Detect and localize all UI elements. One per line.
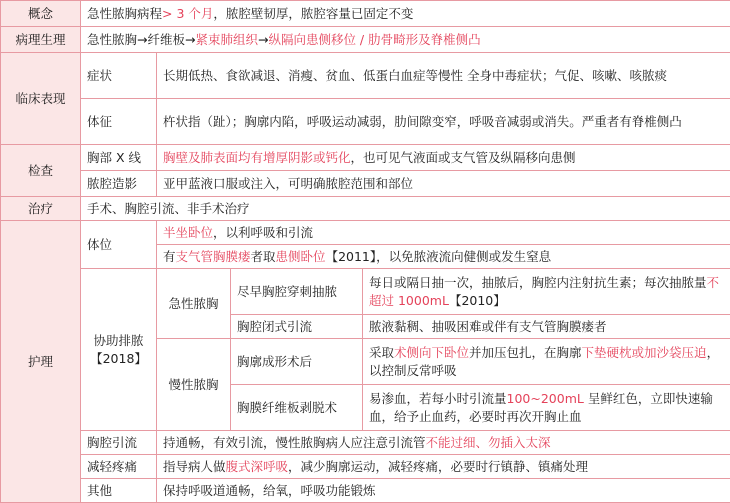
- concept-duration: > 3 个月: [162, 6, 213, 21]
- drainage-cell: [81, 269, 157, 431]
- closed-text: 脓液黏稠、抽吸困难或伴有支气管胸膜瘘者: [363, 315, 730, 339]
- thoraco-text-1: 采取: [369, 345, 394, 360]
- symptoms-text: 长期低热、食欲减退、消瘦、贫血、低蛋白血症等慢性 全身中毒症状；气促、咳嗽、咳脓痰: [157, 53, 730, 99]
- drainage-year: 【2018】: [87, 350, 150, 368]
- signs-label: 体征: [81, 99, 157, 145]
- pos2-text-1: 有: [163, 249, 176, 264]
- concept-label: 概念: [1, 1, 81, 27]
- row-puncture: [1, 269, 730, 315]
- pathophys-text-2: 紧束肺组织: [195, 32, 258, 47]
- pathophys-label: 病理生理: [1, 27, 81, 53]
- other-text: 保持呼吸道通畅，给氧，呼吸功能锻炼: [157, 479, 730, 503]
- thoraco-text-3: 并加压包扎，在胸廓: [469, 345, 582, 360]
- puncture-label: 尽早胸腔穿刺抽脓: [231, 269, 363, 315]
- pos1-text: ，以利呼吸和引流: [213, 225, 313, 240]
- row-other: [1, 479, 730, 503]
- treatment-label: 治疗: [1, 197, 81, 221]
- row-chest-drain: [1, 431, 730, 455]
- row-treatment: [1, 197, 730, 221]
- puncture-content: [363, 269, 730, 315]
- angio-text: 亚甲蓝液口服或注入，可明确脓腔范围和部位: [157, 171, 730, 197]
- concept-content: [81, 1, 730, 27]
- semi-recumbent: 半坐卧位: [163, 225, 213, 240]
- decort-volume: 100~200mL: [507, 391, 584, 406]
- chronic-label: 慢性脓胸: [157, 339, 231, 431]
- angio-label: 脓腔造影: [81, 171, 157, 197]
- row-pain: [1, 455, 730, 479]
- clinical-label: 临床表现: [1, 53, 81, 145]
- decort-text-1: 易渗血，若每小时引流量: [369, 391, 507, 406]
- row-angiography: [1, 171, 730, 197]
- closed-label: 胸腔闭式引流: [231, 315, 363, 339]
- pos2-text-3: 者取: [251, 249, 276, 264]
- signs-text: 杵状指（趾）；胸廓内陷，呼吸运动减弱，肋间隙变窄，呼吸音减弱或消失。严重者有脊椎侧凸: [157, 99, 730, 145]
- pain-text-1: 指导病人做: [163, 459, 226, 474]
- xray-text-1: 胸壁及肺表面均有增厚阴影或钙化: [163, 150, 351, 165]
- decort-label: 胸膜纤维板剥脱术: [231, 385, 363, 431]
- xray-text-2: ，也可见气液面或支气管及纵隔移向患侧: [351, 150, 576, 165]
- row-signs: [1, 99, 730, 145]
- xray-label: 胸部 X 线: [81, 145, 157, 171]
- pain-text-3: ，减少胸廓运动，减轻疼痛，必要时行镇静、镇痛处理: [288, 459, 588, 474]
- thoraco-position: 术侧向下卧位: [394, 345, 469, 360]
- chest-drain-warning: 不能过细、勿插入太深: [426, 435, 551, 450]
- puncture-year: 【2010】: [449, 293, 506, 308]
- concept-text-3: ，脓腔壁韧厚，脓腔容量已固定不变: [213, 6, 413, 21]
- puncture-limit: 不超过 1000mL: [369, 275, 719, 308]
- exam-label: 检查: [1, 145, 81, 197]
- thoraco-label: 胸廓成形术后: [231, 339, 363, 385]
- chest-drain-label: 胸腔引流: [81, 431, 157, 455]
- row-position-1: [1, 221, 730, 245]
- row-symptoms: [1, 53, 730, 99]
- pain-content: [157, 455, 730, 479]
- row-xray: [1, 145, 730, 171]
- thoraco-text-5: ，以控制反常呼吸: [369, 345, 719, 378]
- pos2-affected-side: 患侧卧位: [276, 249, 326, 264]
- pos2-fistula: 支气管胸膜瘘: [176, 249, 251, 264]
- pathophys-text-1: 急性脓胸→纤维板→: [87, 32, 195, 47]
- decort-text-3: 呈鲜红色，立即快速输血，给予止血药，必要时再次开胸止血: [369, 391, 713, 424]
- pain-breathing: 腹式深呼吸: [226, 459, 289, 474]
- concept-text-1: 急性脓胸病程: [87, 6, 162, 21]
- row-concept: [1, 1, 730, 27]
- position-text-1: [157, 221, 730, 245]
- drainage-label: 协助排脓: [87, 332, 150, 350]
- row-pathophysiology: [1, 27, 730, 53]
- treatment-text: 手术、胸腔引流、非手术治疗: [81, 197, 730, 221]
- pathophys-content: [81, 27, 730, 53]
- chest-drain-content: [157, 431, 730, 455]
- pain-label: 减轻疼痛: [81, 455, 157, 479]
- symptoms-label: 症状: [81, 53, 157, 99]
- other-label: 其他: [81, 479, 157, 503]
- position-text-2: [157, 245, 730, 269]
- acute-label: 急性脓胸: [157, 269, 231, 339]
- puncture-text-1: 每日或隔日抽一次，抽脓后，胸腔内注射抗生素；每次抽脓量: [369, 275, 707, 290]
- xray-content: [157, 145, 730, 171]
- chest-drain-text-1: 持通畅，有效引流，慢性脓胸病人应注意引流管: [163, 435, 426, 450]
- thoraco-pressure: 下垫硬枕或加沙袋压迫: [582, 345, 707, 360]
- decort-content: [363, 385, 730, 431]
- pathophys-arrow: →: [258, 32, 268, 47]
- position-label: 体位: [81, 221, 157, 269]
- pathophys-text-4: 纵隔向患侧移位 / 肋骨畸形及脊椎侧凸: [268, 32, 480, 47]
- thoraco-content: [363, 339, 730, 385]
- pos2-text-5: 【2011】，以免脓液流向健侧或发生窒息: [326, 249, 552, 264]
- nursing-label: 护理: [1, 221, 81, 503]
